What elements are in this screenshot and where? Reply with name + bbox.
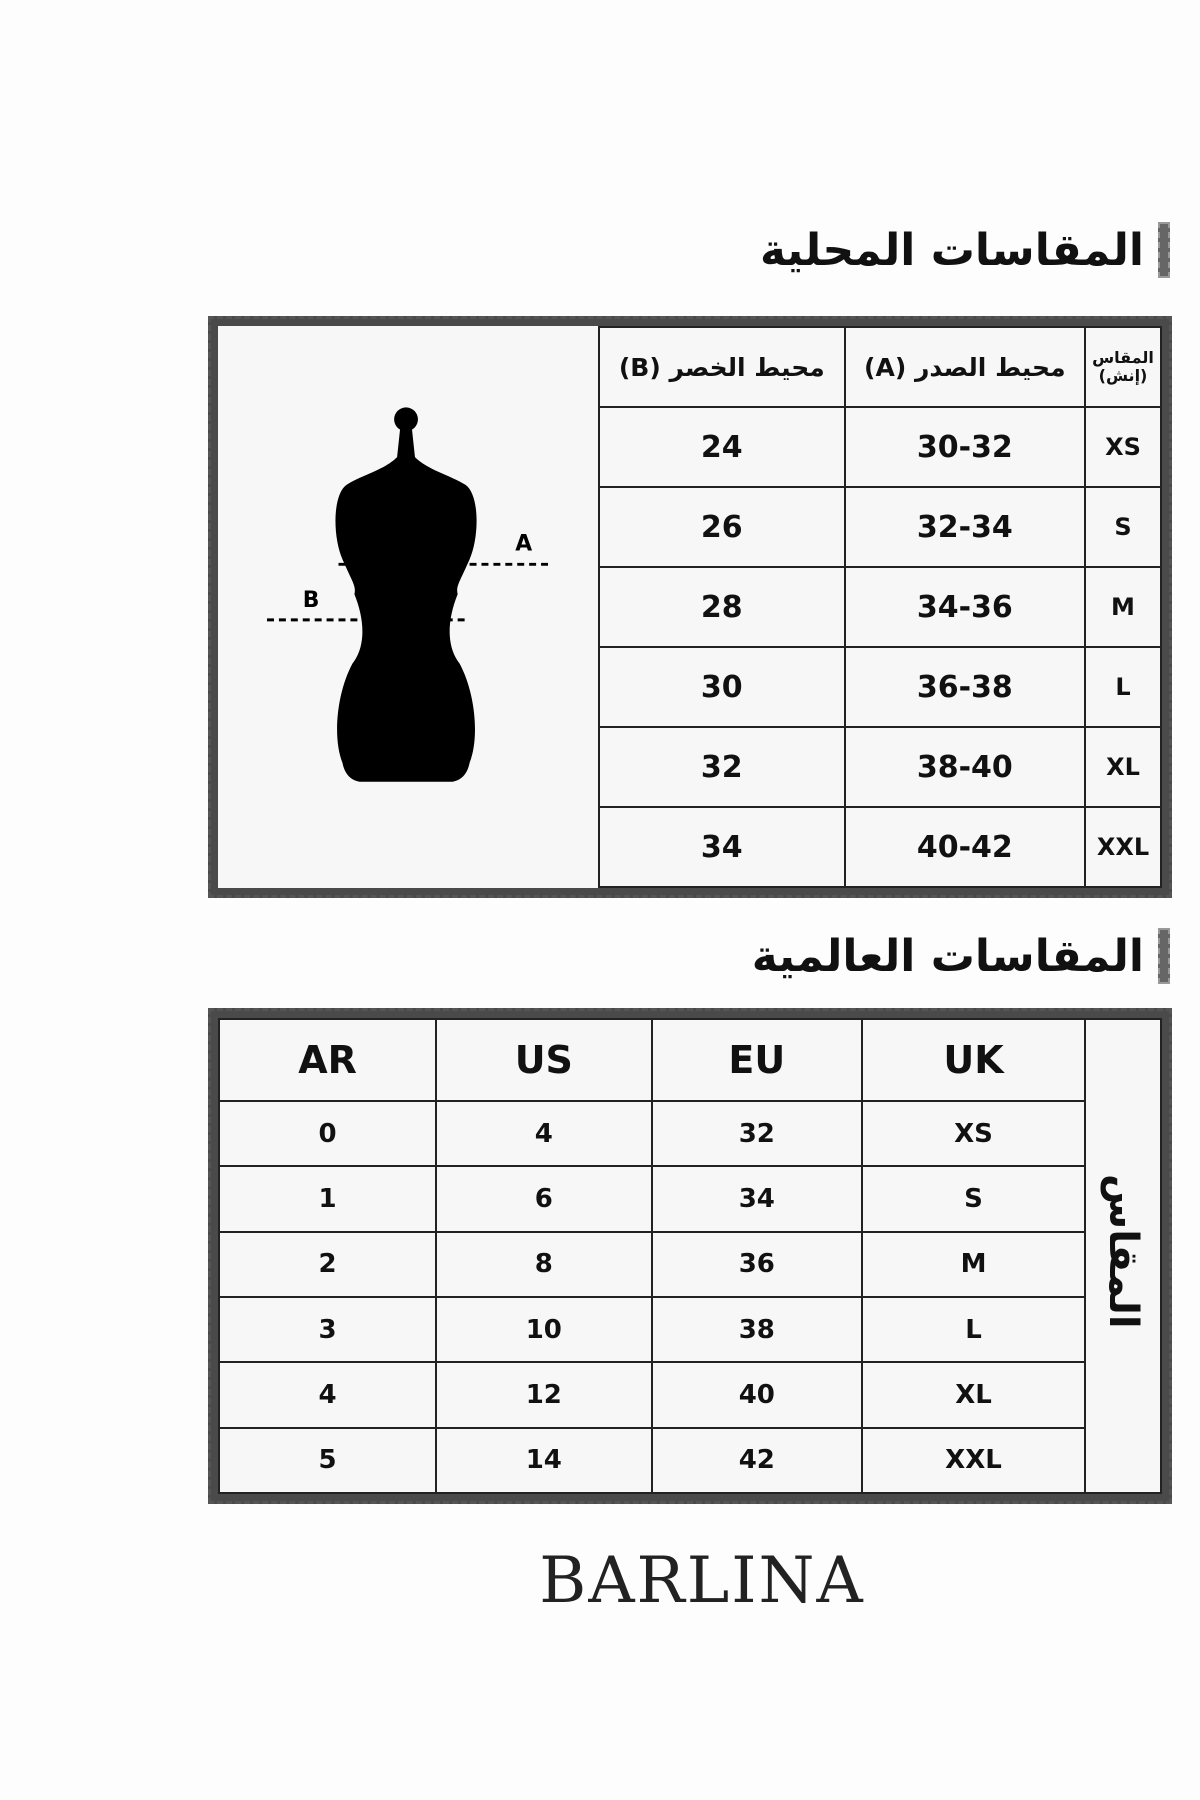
- uk-header: UK: [862, 1019, 1085, 1101]
- table-row: [219, 1166, 1161, 1231]
- bust-cell: 32-34: [845, 487, 1085, 567]
- bust-header: محيط الصدر (A): [845, 327, 1085, 407]
- size-side-label: [1085, 1019, 1161, 1493]
- eu-cell: 38: [652, 1297, 862, 1362]
- bust-cell: 34-36: [845, 567, 1085, 647]
- eu-cell: 32: [652, 1101, 862, 1166]
- label-a: A: [515, 531, 533, 557]
- ar-cell: 4: [219, 1362, 436, 1427]
- table-row: [599, 727, 1161, 807]
- table-row: [599, 647, 1161, 727]
- waist-cell: 34: [599, 807, 845, 887]
- size-cell: S: [1085, 487, 1161, 567]
- uk-cell: XL: [862, 1362, 1085, 1427]
- heading-bar: [1158, 928, 1170, 984]
- ar-cell: 1: [219, 1166, 436, 1231]
- waist-header: محيط الخصر (B): [599, 327, 845, 407]
- label-b: B: [302, 588, 320, 613]
- eu-header: EU: [652, 1019, 862, 1101]
- size-cell: M: [1085, 567, 1161, 647]
- us-header: US: [436, 1019, 652, 1101]
- heading-bar: [1158, 222, 1170, 278]
- bust-cell: 30-32: [845, 407, 1085, 487]
- international-sizes-title: المقاسات العالمية: [751, 930, 1144, 982]
- us-cell: 10: [436, 1297, 652, 1362]
- waist-cell: 32: [599, 727, 845, 807]
- eu-cell: 34: [652, 1166, 862, 1231]
- local-table-header: [599, 327, 1161, 407]
- local-size-chart: [208, 316, 1172, 898]
- mannequin-silhouette: [335, 407, 476, 781]
- table-row: [219, 1297, 1161, 1362]
- us-cell: 14: [436, 1428, 652, 1493]
- size-header: المقاس (إنش): [1085, 327, 1161, 407]
- logo-text: BARLINA: [539, 1544, 865, 1618]
- local-size-table: [598, 326, 1162, 888]
- international-size-chart: [208, 1008, 1172, 1504]
- ar-cell: 0: [219, 1101, 436, 1166]
- waist-cell: 28: [599, 567, 845, 647]
- ar-cell: 5: [219, 1428, 436, 1493]
- table-row: [219, 1232, 1161, 1297]
- table-row: [219, 1428, 1161, 1493]
- uk-cell: XS: [862, 1101, 1085, 1166]
- table-row: [599, 807, 1161, 887]
- uk-cell: S: [862, 1166, 1085, 1231]
- intl-table-header: [219, 1019, 1161, 1101]
- waist-cell: 30: [599, 647, 845, 727]
- eu-cell: 40: [652, 1362, 862, 1427]
- barlina-logo: [527, 1530, 877, 1620]
- bust-cell: 38-40: [845, 727, 1085, 807]
- size-cell: XS: [1085, 407, 1161, 487]
- bust-cell: 40-42: [845, 807, 1085, 887]
- international-size-chart-inner: [218, 1018, 1162, 1494]
- table-row: [219, 1362, 1161, 1427]
- ar-cell: 2: [219, 1232, 436, 1297]
- us-cell: 6: [436, 1166, 652, 1231]
- uk-cell: XXL: [862, 1428, 1085, 1493]
- bust-cell: 36-38: [845, 647, 1085, 727]
- eu-cell: 42: [652, 1428, 862, 1493]
- local-sizes-title: المقاسات المحلية: [759, 224, 1144, 276]
- mannequin-diagram: [218, 326, 602, 888]
- waist-cell: 24: [599, 407, 845, 487]
- us-cell: 12: [436, 1362, 652, 1427]
- international-size-table: [218, 1018, 1162, 1494]
- table-row: [219, 1101, 1161, 1166]
- ar-cell: 3: [219, 1297, 436, 1362]
- ar-header: AR: [219, 1019, 436, 1101]
- table-row: [599, 407, 1161, 487]
- waist-cell: 26: [599, 487, 845, 567]
- international-sizes-heading: [752, 922, 1170, 990]
- uk-cell: L: [862, 1297, 1085, 1362]
- table-row: [599, 567, 1161, 647]
- eu-cell: 36: [652, 1232, 862, 1297]
- size-side-label-text: المقاس: [1100, 1173, 1146, 1329]
- size-cell: L: [1085, 647, 1161, 727]
- us-cell: 8: [436, 1232, 652, 1297]
- local-sizes-heading: [760, 216, 1170, 284]
- local-size-chart-inner: [218, 326, 1162, 888]
- us-cell: 4: [436, 1101, 652, 1166]
- size-cell: XL: [1085, 727, 1161, 807]
- size-cell: XXL: [1085, 807, 1161, 887]
- table-row: [599, 487, 1161, 567]
- uk-cell: M: [862, 1232, 1085, 1297]
